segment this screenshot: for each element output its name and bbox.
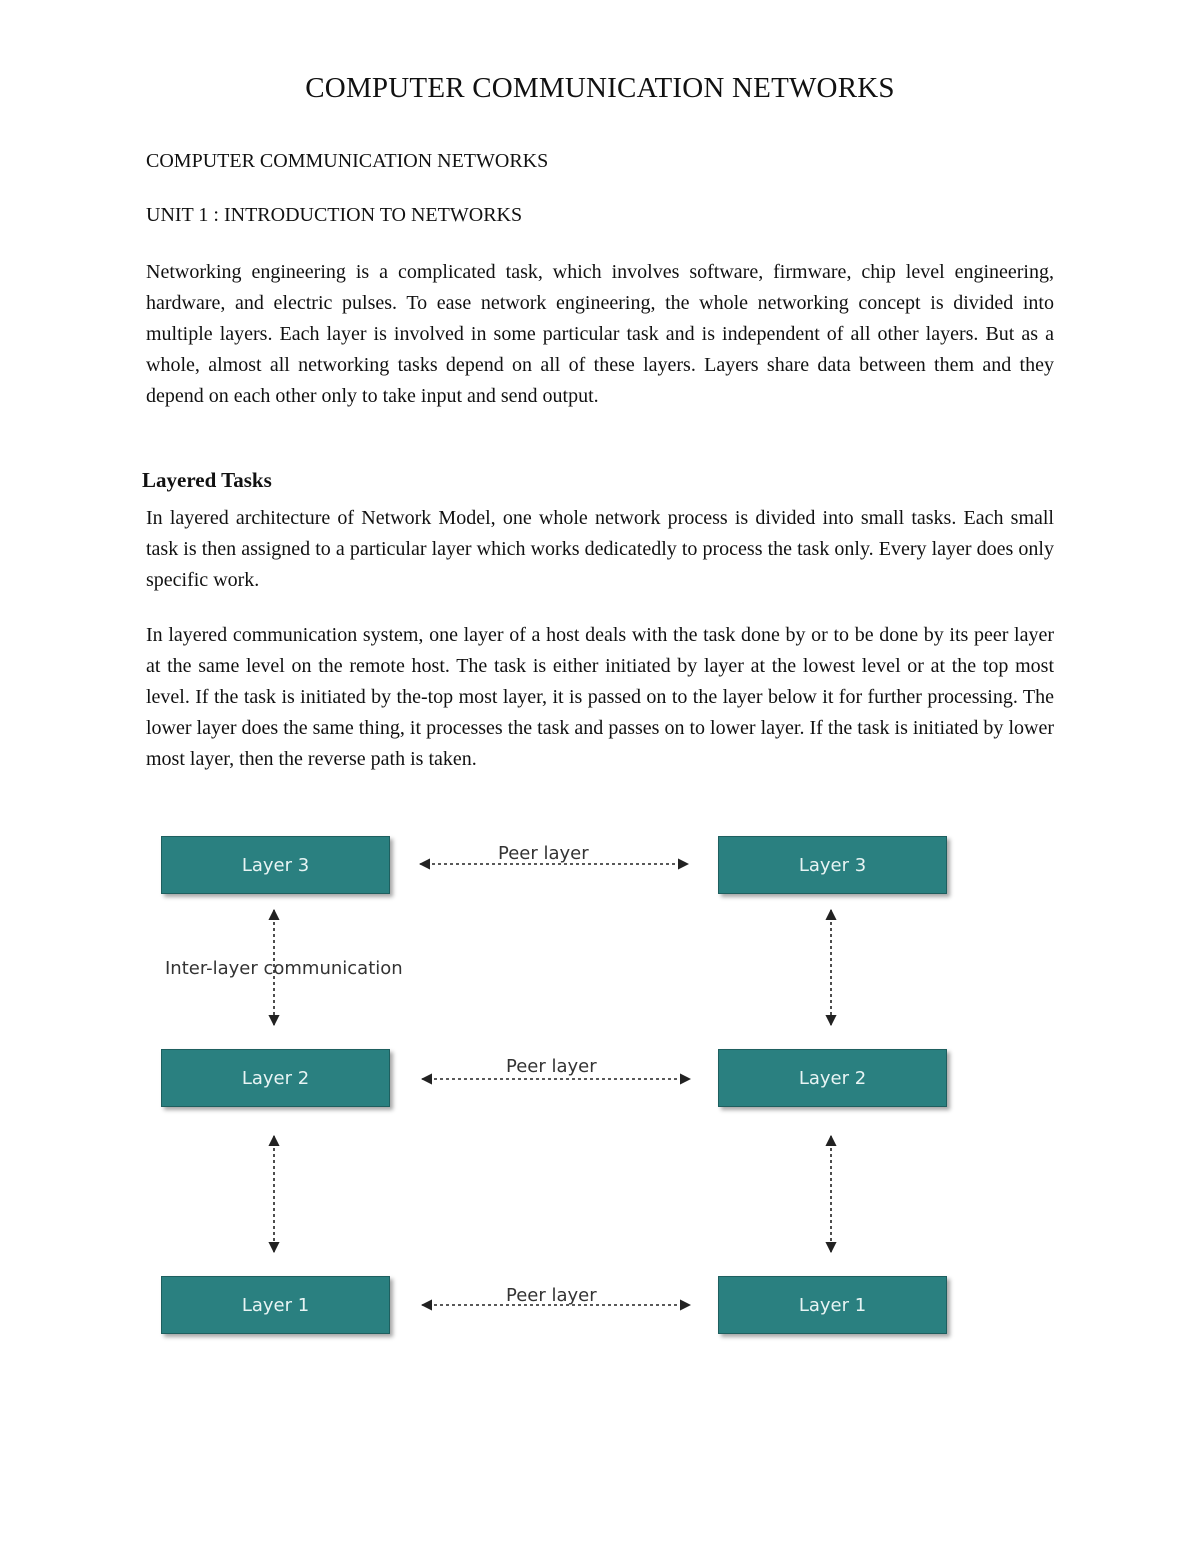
intro-paragraph: Networking engineering is a complicated task, which involves software, firmware, chip level engineering, hardware, and electric pulses. To ease network engineering, the whole networking concept is divided into multiple layers. Each layer is involved in some particular task and is independent of all other layers. But as a whole, almost all networking tasks depend on all of these layers. Layers share data between them and they depend on each other only to take input and send output.	[146, 261, 1054, 407]
right-layer-2-box: Layer 2	[718, 1049, 947, 1107]
peer-layer-label-1: Peer layer	[506, 1285, 597, 1306]
section-heading-layered-tasks: Layered Tasks	[142, 468, 272, 492]
left-layer-2-box: Layer 2	[161, 1049, 390, 1107]
layered-architecture-paragraph: In layered architecture of Network Model, one whole network process is divided into small tasks. Each small task is then assigned to a particular layer which works dedicatedly to process the task only. Every layer does only specific work.	[146, 507, 1054, 591]
peer-layer-label-3: Peer layer	[498, 843, 589, 864]
layered-communication-paragraph: In layered communication system, one layer of a host deals with the task done by or to be done by its peer layer at the same level on the remote host. The task is either initiated by layer at the lowest level or at the top most level. If the task is initiated by the-top most layer, it is passed on to the layer below it for further processing. The lower layer does the same thing, it processes the task and passes on to lower layer. If the task is initiated by lower most layer, then the reverse path is taken.	[146, 624, 1054, 770]
document-subtitle: COMPUTER COMMUNICATION NETWORKS	[146, 150, 549, 172]
inter-layer-communication-label: Inter-layer communication	[165, 958, 403, 979]
page-title: COMPUTER COMMUNICATION NETWORKS	[305, 72, 895, 104]
unit-heading: UNIT 1 : INTRODUCTION TO NETWORKS	[146, 204, 523, 226]
left-layer-1-box: Layer 1	[161, 1276, 390, 1334]
peer-layer-label-2: Peer layer	[506, 1056, 597, 1077]
right-layer-1-box: Layer 1	[718, 1276, 947, 1334]
left-layer-3-box: Layer 3	[161, 836, 390, 894]
right-layer-3-box: Layer 3	[718, 836, 947, 894]
